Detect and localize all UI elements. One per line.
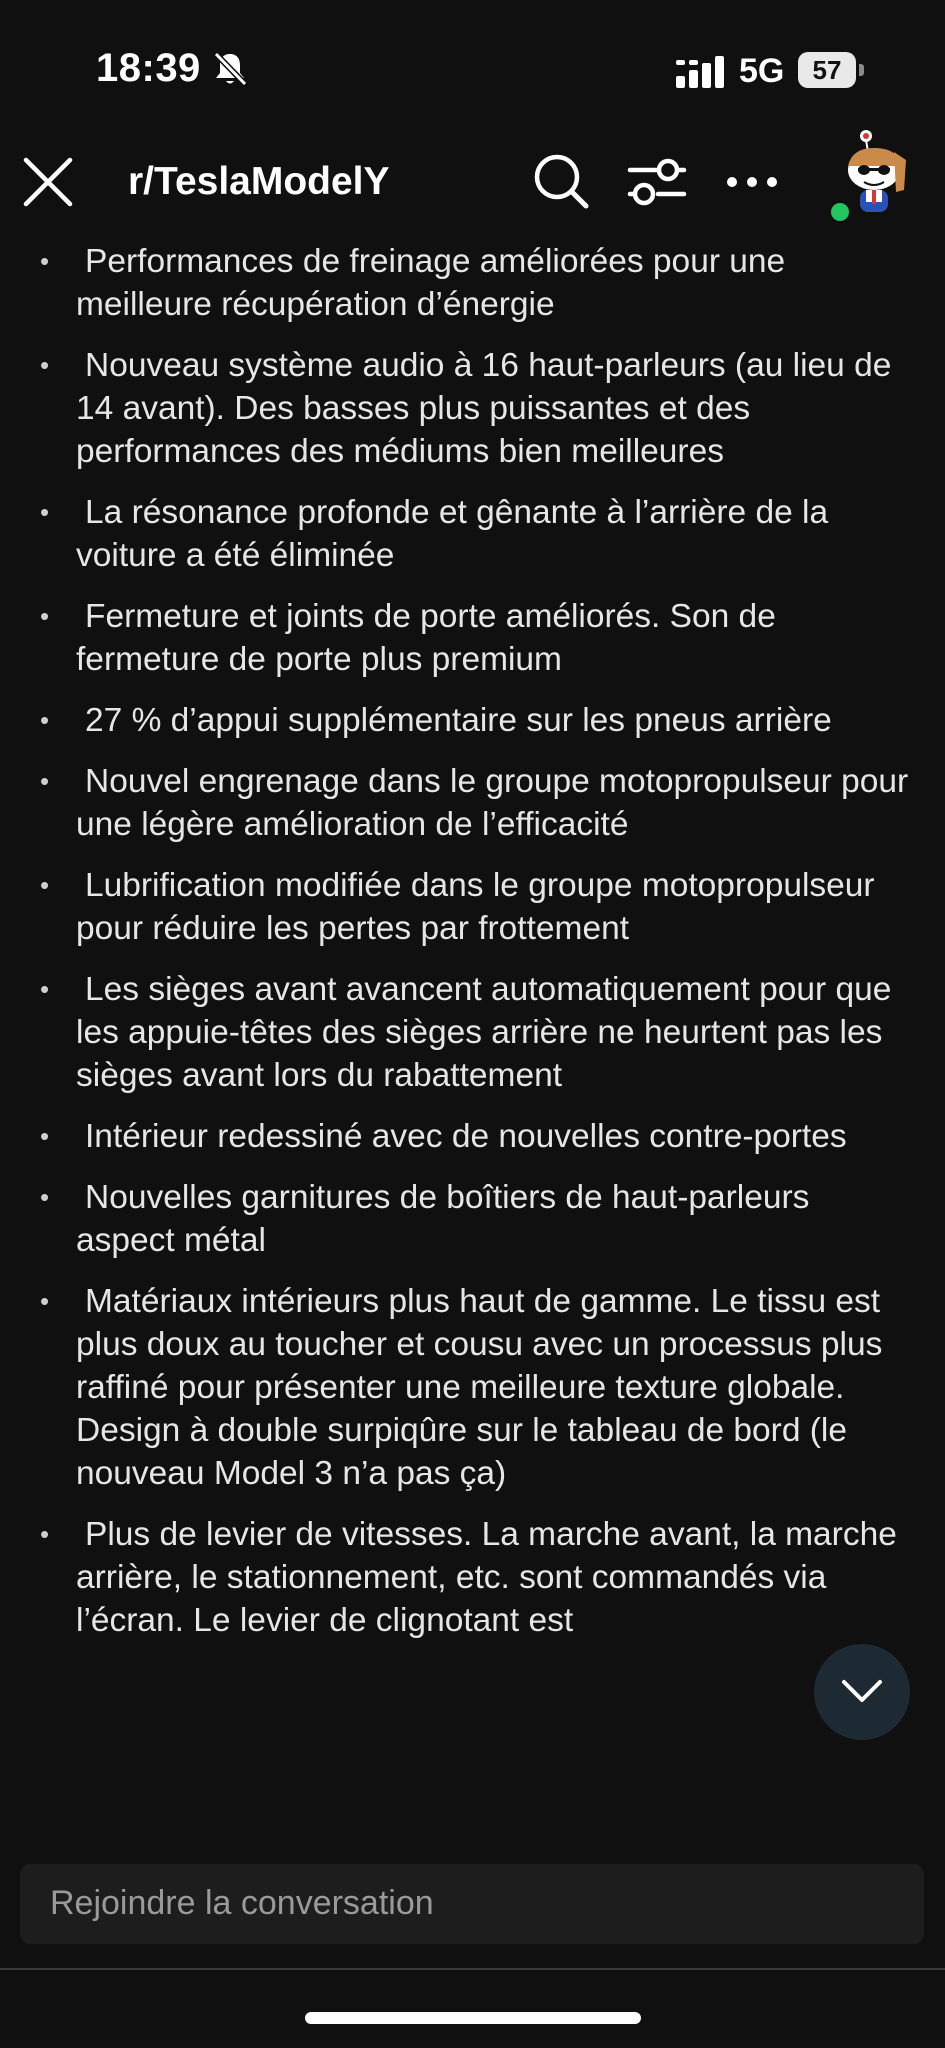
- more-icon: [724, 154, 780, 210]
- home-indicator[interactable]: [305, 2012, 641, 2024]
- avatar[interactable]: [826, 130, 922, 226]
- feature-list: [0, 240, 945, 1642]
- bullet-icon: •: [40, 1286, 50, 1316]
- list-item: [0, 595, 945, 681]
- search-icon: [530, 150, 592, 212]
- filter-button[interactable]: [626, 154, 688, 210]
- chevron-down-icon: [840, 1674, 884, 1710]
- bullet-icon: •: [40, 350, 50, 380]
- list-item: [0, 1115, 945, 1158]
- bullet-icon: •: [40, 1182, 50, 1212]
- post-body: [0, 240, 945, 1838]
- list-item-text: Performances de freinage améliorées pour une meilleure récupération d’énergie: [76, 243, 786, 323]
- list-item-text: Lubrification modifiée dans le groupe motopropulseur pour réduire les pertes par frottement: [76, 867, 875, 947]
- status-bar: [0, 0, 945, 130]
- list-item: [0, 1513, 945, 1642]
- subreddit-title[interactable]: r/TeslaModelY: [128, 160, 390, 203]
- list-item: [0, 491, 945, 577]
- content-fade: [0, 1794, 945, 1838]
- bullet-icon: •: [40, 601, 50, 631]
- user-avatar-icon: [826, 130, 922, 226]
- list-item-text: 27 % d’appui supplémentaire sur les pneus arrière: [85, 702, 832, 739]
- bullet-icon: •: [40, 870, 50, 900]
- list-item: [0, 760, 945, 846]
- bullet-icon: •: [40, 1121, 50, 1151]
- filter-icon: [626, 154, 688, 210]
- bullet-icon: •: [40, 497, 50, 527]
- list-item: [0, 1176, 945, 1262]
- list-item: [0, 699, 945, 742]
- list-item-text: Nouveau système audio à 16 haut-parleurs (au lieu de 14 avant). Des basses plus puissantes et des performances des médiums bien meilleures: [76, 347, 892, 470]
- list-item: [0, 1280, 945, 1495]
- bullet-icon: •: [40, 705, 50, 735]
- list-item-text: Intérieur redessiné avec de nouvelles contre-portes: [85, 1118, 847, 1155]
- bullet-icon: •: [40, 1519, 50, 1549]
- status-time: 18:39: [96, 46, 201, 90]
- close-button[interactable]: [18, 152, 78, 212]
- list-item-text: Les sièges avant avancent automatiquement pour que les appuie-têtes des sièges arrière ne heurtent pas les sièges avant lors du rabattement: [76, 971, 892, 1094]
- battery-level: 57: [798, 52, 856, 88]
- close-icon: [18, 152, 78, 212]
- list-item-text: Plus de levier de vitesses. La marche avant, la marche arrière, le stationnement, etc. sont commandés via l’écran. Le levier de clignotant est: [76, 1516, 897, 1639]
- list-item: [0, 864, 945, 950]
- list-item-text: Fermeture et joints de porte améliorés. Son de fermeture de porte plus premium: [76, 598, 776, 678]
- battery-indicator: [798, 52, 864, 88]
- list-item: [0, 344, 945, 473]
- list-item-text: Matériaux intérieurs plus haut de gamme. Le tissu est plus doux au toucher et cousu avec un processus plus raffiné pour présenter une meilleure texture globale. Design à double surpiqûre sur le tableau de bord (le nouveau Model 3 n’a pas ça): [76, 1283, 883, 1492]
- bullet-icon: •: [40, 766, 50, 796]
- bullet-icon: •: [40, 974, 50, 1004]
- comment-input[interactable]: [20, 1864, 924, 1944]
- list-item-text: La résonance profonde et gênante à l’arrière de la voiture a été éliminée: [76, 494, 829, 574]
- header: [0, 130, 945, 240]
- list-item-text: Nouvel engrenage dans le groupe motopropulseur pour une légère amélioration de l’efficacité: [76, 763, 909, 843]
- more-button[interactable]: [724, 154, 780, 210]
- network-label: 5G: [739, 52, 785, 90]
- signal-icon: [676, 56, 728, 88]
- list-item: [0, 968, 945, 1097]
- list-item-text: Nouvelles garnitures de boîtiers de haut-parleurs aspect métal: [76, 1179, 810, 1259]
- comment-bar: [0, 1838, 945, 1970]
- comment-placeholder: Rejoindre la conversation: [50, 1884, 434, 1922]
- list-item: [0, 240, 945, 326]
- bullet-icon: •: [40, 246, 50, 276]
- scroll-down-button[interactable]: [814, 1644, 910, 1740]
- search-button[interactable]: [530, 150, 592, 212]
- bell-off-icon: [212, 50, 248, 88]
- battery-tip: [859, 64, 864, 76]
